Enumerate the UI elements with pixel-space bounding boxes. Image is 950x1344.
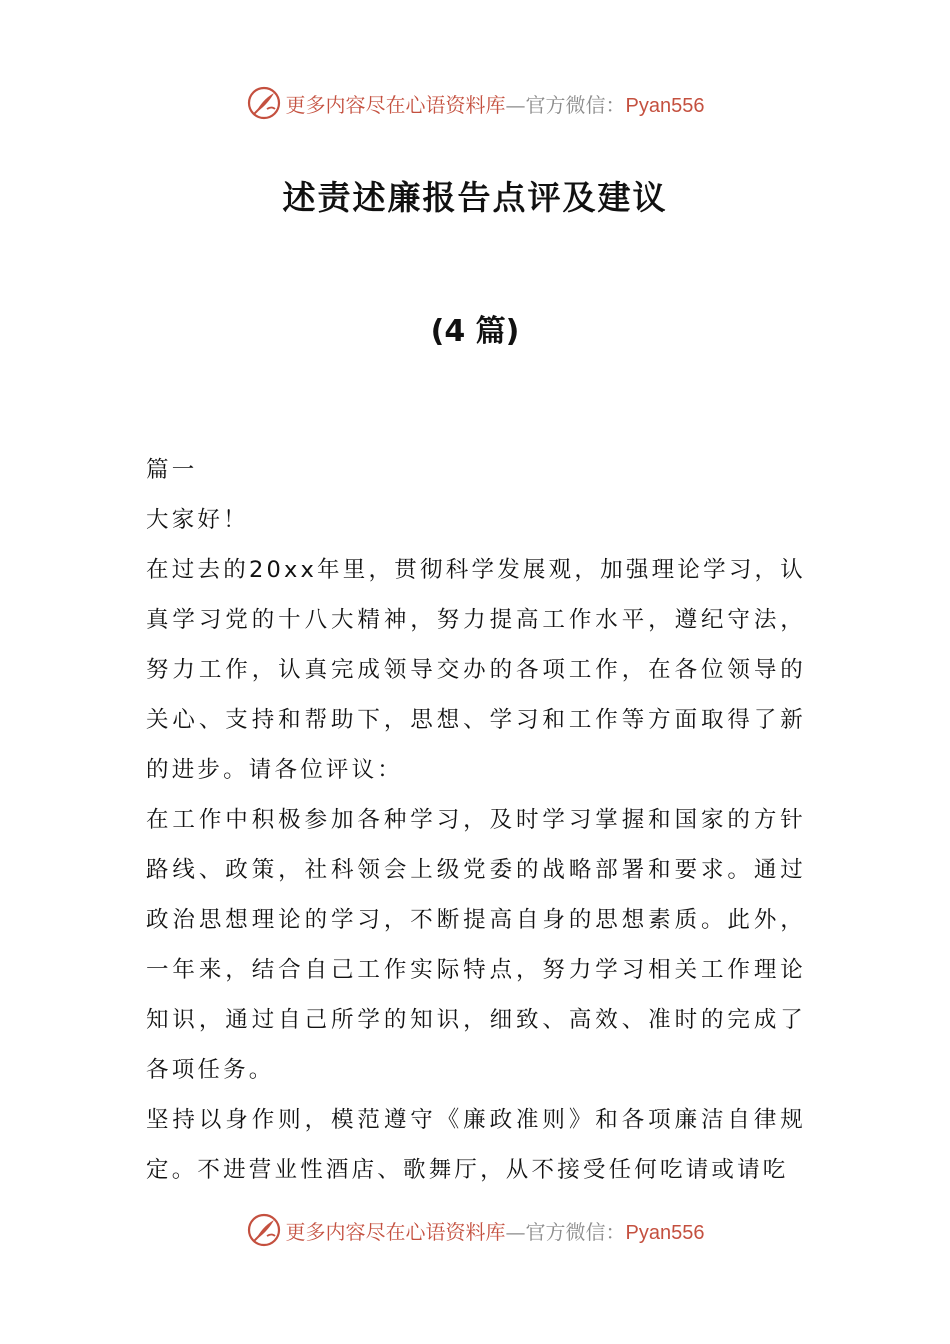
- section-heading: 篇一: [146, 457, 198, 483]
- watermark-wechat-label: —官方微信：: [505, 92, 626, 117]
- watermark-wechat-label: —官方微信：: [505, 1219, 626, 1244]
- document-title: 述责述廉报告点评及建议: [282, 178, 668, 217]
- feather-pen-icon: [246, 85, 282, 121]
- header-watermark: [0, 83, 950, 123]
- watermark-wechat-id: Pyan556: [625, 1221, 705, 1244]
- greeting-paragraph: 大家好！: [146, 507, 249, 533]
- watermark-text: [286, 1216, 705, 1245]
- watermark-wechat-id: Pyan556: [625, 94, 705, 117]
- watermark-promo: 更多内容尽在心语资料库: [285, 1219, 506, 1244]
- watermark-text: [286, 89, 705, 118]
- document-body: [146, 445, 806, 1195]
- footer-watermark: [0, 1210, 950, 1250]
- feather-pen-icon: [246, 1212, 282, 1248]
- document-subtitle: (4 篇): [430, 314, 520, 349]
- watermark-promo: 更多内容尽在心语资料库: [285, 92, 506, 117]
- body-paragraph: 在过去的20xx年里，贯彻科学发展观，加强理论学习，认真学习党的十八大精神，努力提高工作水平，遵纪守法，努力工作，认真完成领导交办的各项工作，在各位领导的关心、支持和帮助下，思想、学习和工作等方面取得了新的进步。请各位评议：: [146, 557, 806, 783]
- body-paragraph: 在工作中积极参加各种学习，及时学习掌握和国家的方针路线、政策，社科领会上级党委的战略部署和要求。通过政治思想理论的学习，不断提高自身的思想素质。此外，一年来，结合自己工作实际特点，努力学习相关工作理论知识，通过自己所学的知识，细致、高效、准时的完成了各项任务。: [146, 807, 806, 1083]
- body-paragraph: 坚持以身作则，模范遵守《廉政准则》和各项廉洁自律规定。不进营业性酒店、歌舞厅，从不接受任何吃请或请吃: [146, 1107, 806, 1183]
